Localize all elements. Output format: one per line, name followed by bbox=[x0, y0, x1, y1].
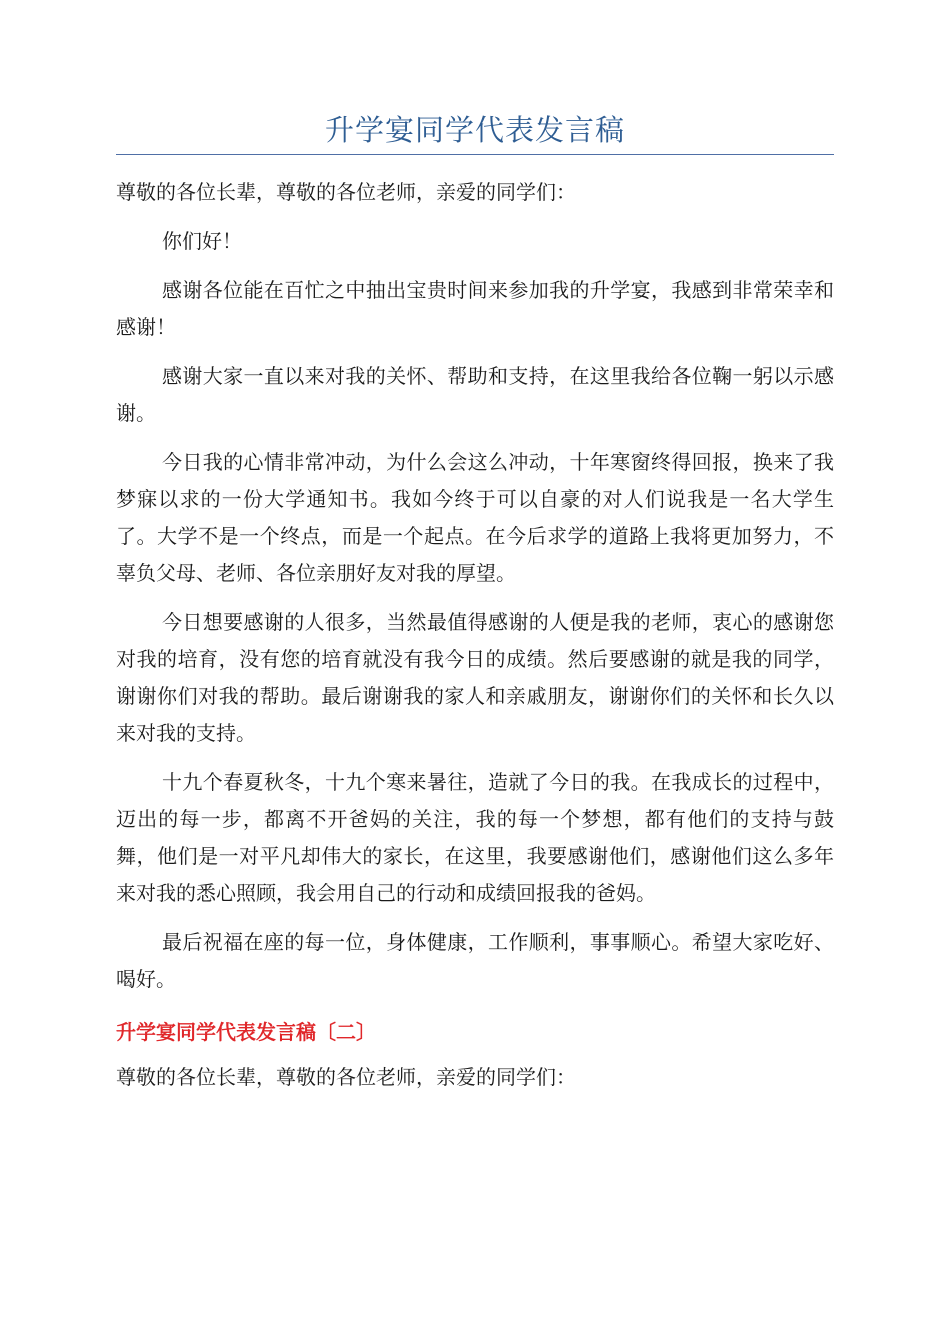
paragraph-thanks-teachers: 今日想要感谢的人很多，当然最值得感谢的人便是我的老师，衷心的感谢您对我的培育，没有您的培育就没有我今日的成绩。然后要感谢的就是我的同学，谢谢你们对我的帮助。最后谢谢我的家人和亲戚朋友，谢谢你们的关怀和长久以来对我的支持。 bbox=[116, 610, 834, 745]
document-page bbox=[116, 108, 834, 1096]
paragraph-admission: 今日我的心情非常冲动，为什么会这么冲动，十年寒窗终得回报，换来了我梦寐以求的一份大学通知书。我如今终于可以自豪的对人们说我是一名大学生了。大学不是一个终点，而是一个起点。在今后求学的道路上我将更加努力，不辜负父母、老师、各位亲朋好友对我的厚望。 bbox=[116, 450, 834, 585]
paragraph-thanks-parents: 十九个春夏秋冬，十九个寒来暑往，造就了今日的我。在我成长的过程中，迈出的每一步，都离不开爸妈的关注，我的每一个梦想，都有他们的支持与鼓舞，他们是一对平凡却伟大的家长，在这里，我要感谢他们，感谢他们这么多年来对我的悉心照顾，我会用自己的行动和成绩回报我的爸妈。 bbox=[116, 770, 834, 905]
paragraph-greeting: 你们好！ bbox=[162, 229, 242, 253]
title-underline bbox=[116, 154, 834, 155]
page-title: 升学宴同学代表发言稿 bbox=[324, 113, 625, 147]
paragraph-thanks-attendance: 感谢各位能在百忙之中抽出宝贵时间来参加我的升学宴，我感到非常荣幸和感谢！ bbox=[116, 278, 834, 339]
section-two-salutation: 尊敬的各位长辈，尊敬的各位老师，亲爱的同学们： bbox=[116, 1065, 576, 1089]
paragraph-thanks-support: 感谢大家一直以来对我的关怀、帮助和支持，在这里我给各位鞠一躬以示感谢。 bbox=[116, 364, 834, 425]
paragraph-closing-wishes: 最后祝福在座的每一位，身体健康，工作顺利，事事顺心。希望大家吃好、喝好。 bbox=[116, 930, 834, 991]
salutation: 尊敬的各位长辈，尊敬的各位老师，亲爱的同学们： bbox=[116, 180, 576, 204]
section-two-heading: 升学宴同学代表发言稿〔二〕 bbox=[116, 1020, 376, 1044]
